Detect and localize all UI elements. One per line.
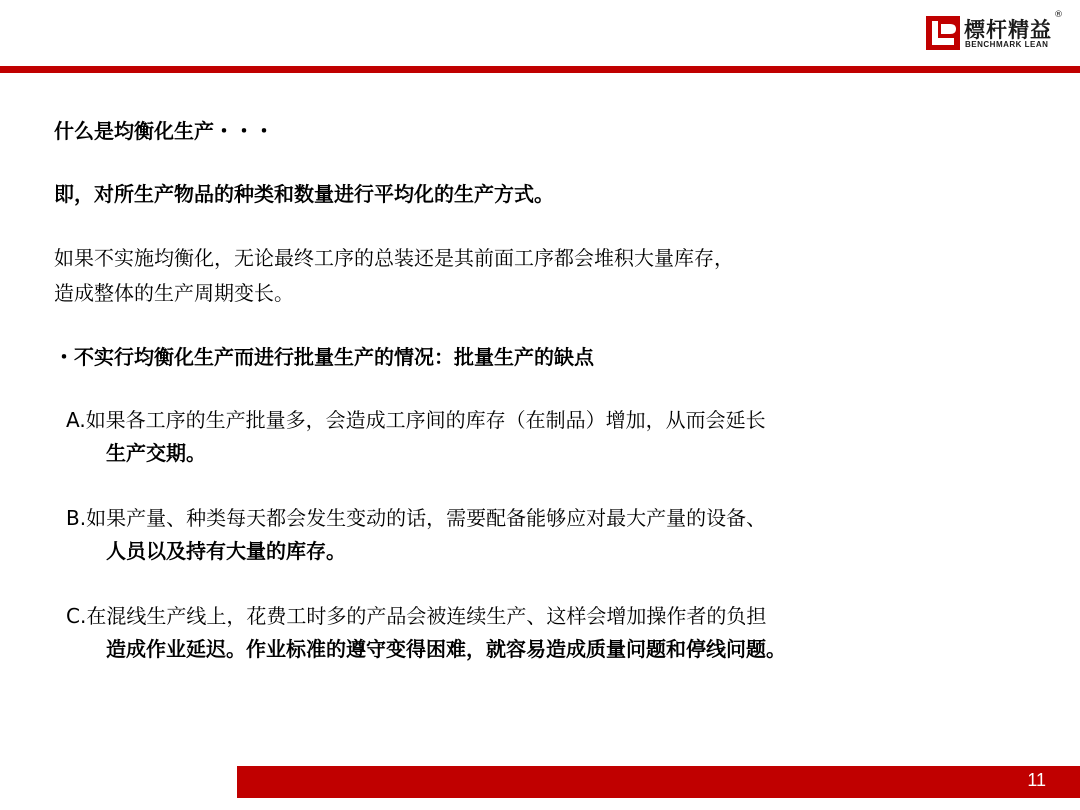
- header-divider: [0, 66, 1080, 73]
- item-c-line: 造成作业延迟。作业标准的遵守变得困难，就容易造成质量问题和停线问题。: [106, 637, 786, 661]
- logo-chinese-name: 標杆精益: [964, 18, 1052, 42]
- page-number: 11: [1027, 770, 1046, 790]
- item-b-line: B.如果产量、种类每天都会发生变动的话，需要配备能够应对最大产量的设备、: [66, 506, 767, 530]
- paragraph-line: 如果不实施均衡化，无论最终工序的总装还是其前面工序都会堆积大量库存，: [54, 246, 734, 270]
- footer-bar: [237, 766, 1080, 798]
- definition-text: 即，对所生产物品的种类和数量进行平均化的生产方式。: [54, 182, 554, 206]
- item-a-line: 生产交期。: [106, 441, 206, 465]
- brand-logo: [926, 12, 1066, 52]
- section-heading: ・不实行均衡化生产而进行批量生产的情况：批量生产的缺点: [54, 345, 594, 369]
- logo-english-name: BENCHMARK LEAN: [965, 40, 1049, 49]
- paragraph-line: 造成整体的生产周期变长。: [54, 281, 294, 305]
- logo-mark-icon: [926, 16, 960, 50]
- item-c-line: C.在混线生产线上，花费工时多的产品会被连续生产、这样会增加操作者的负担: [66, 604, 767, 628]
- item-b-line: 人员以及持有大量的库存。: [106, 539, 346, 563]
- registered-mark: ®: [1054, 10, 1063, 20]
- slide-title: 什么是均衡化生产・・・: [54, 119, 274, 143]
- item-a-line: A.如果各工序的生产批量多，会造成工序间的库存（在制品）增加，从而会延长: [66, 408, 766, 432]
